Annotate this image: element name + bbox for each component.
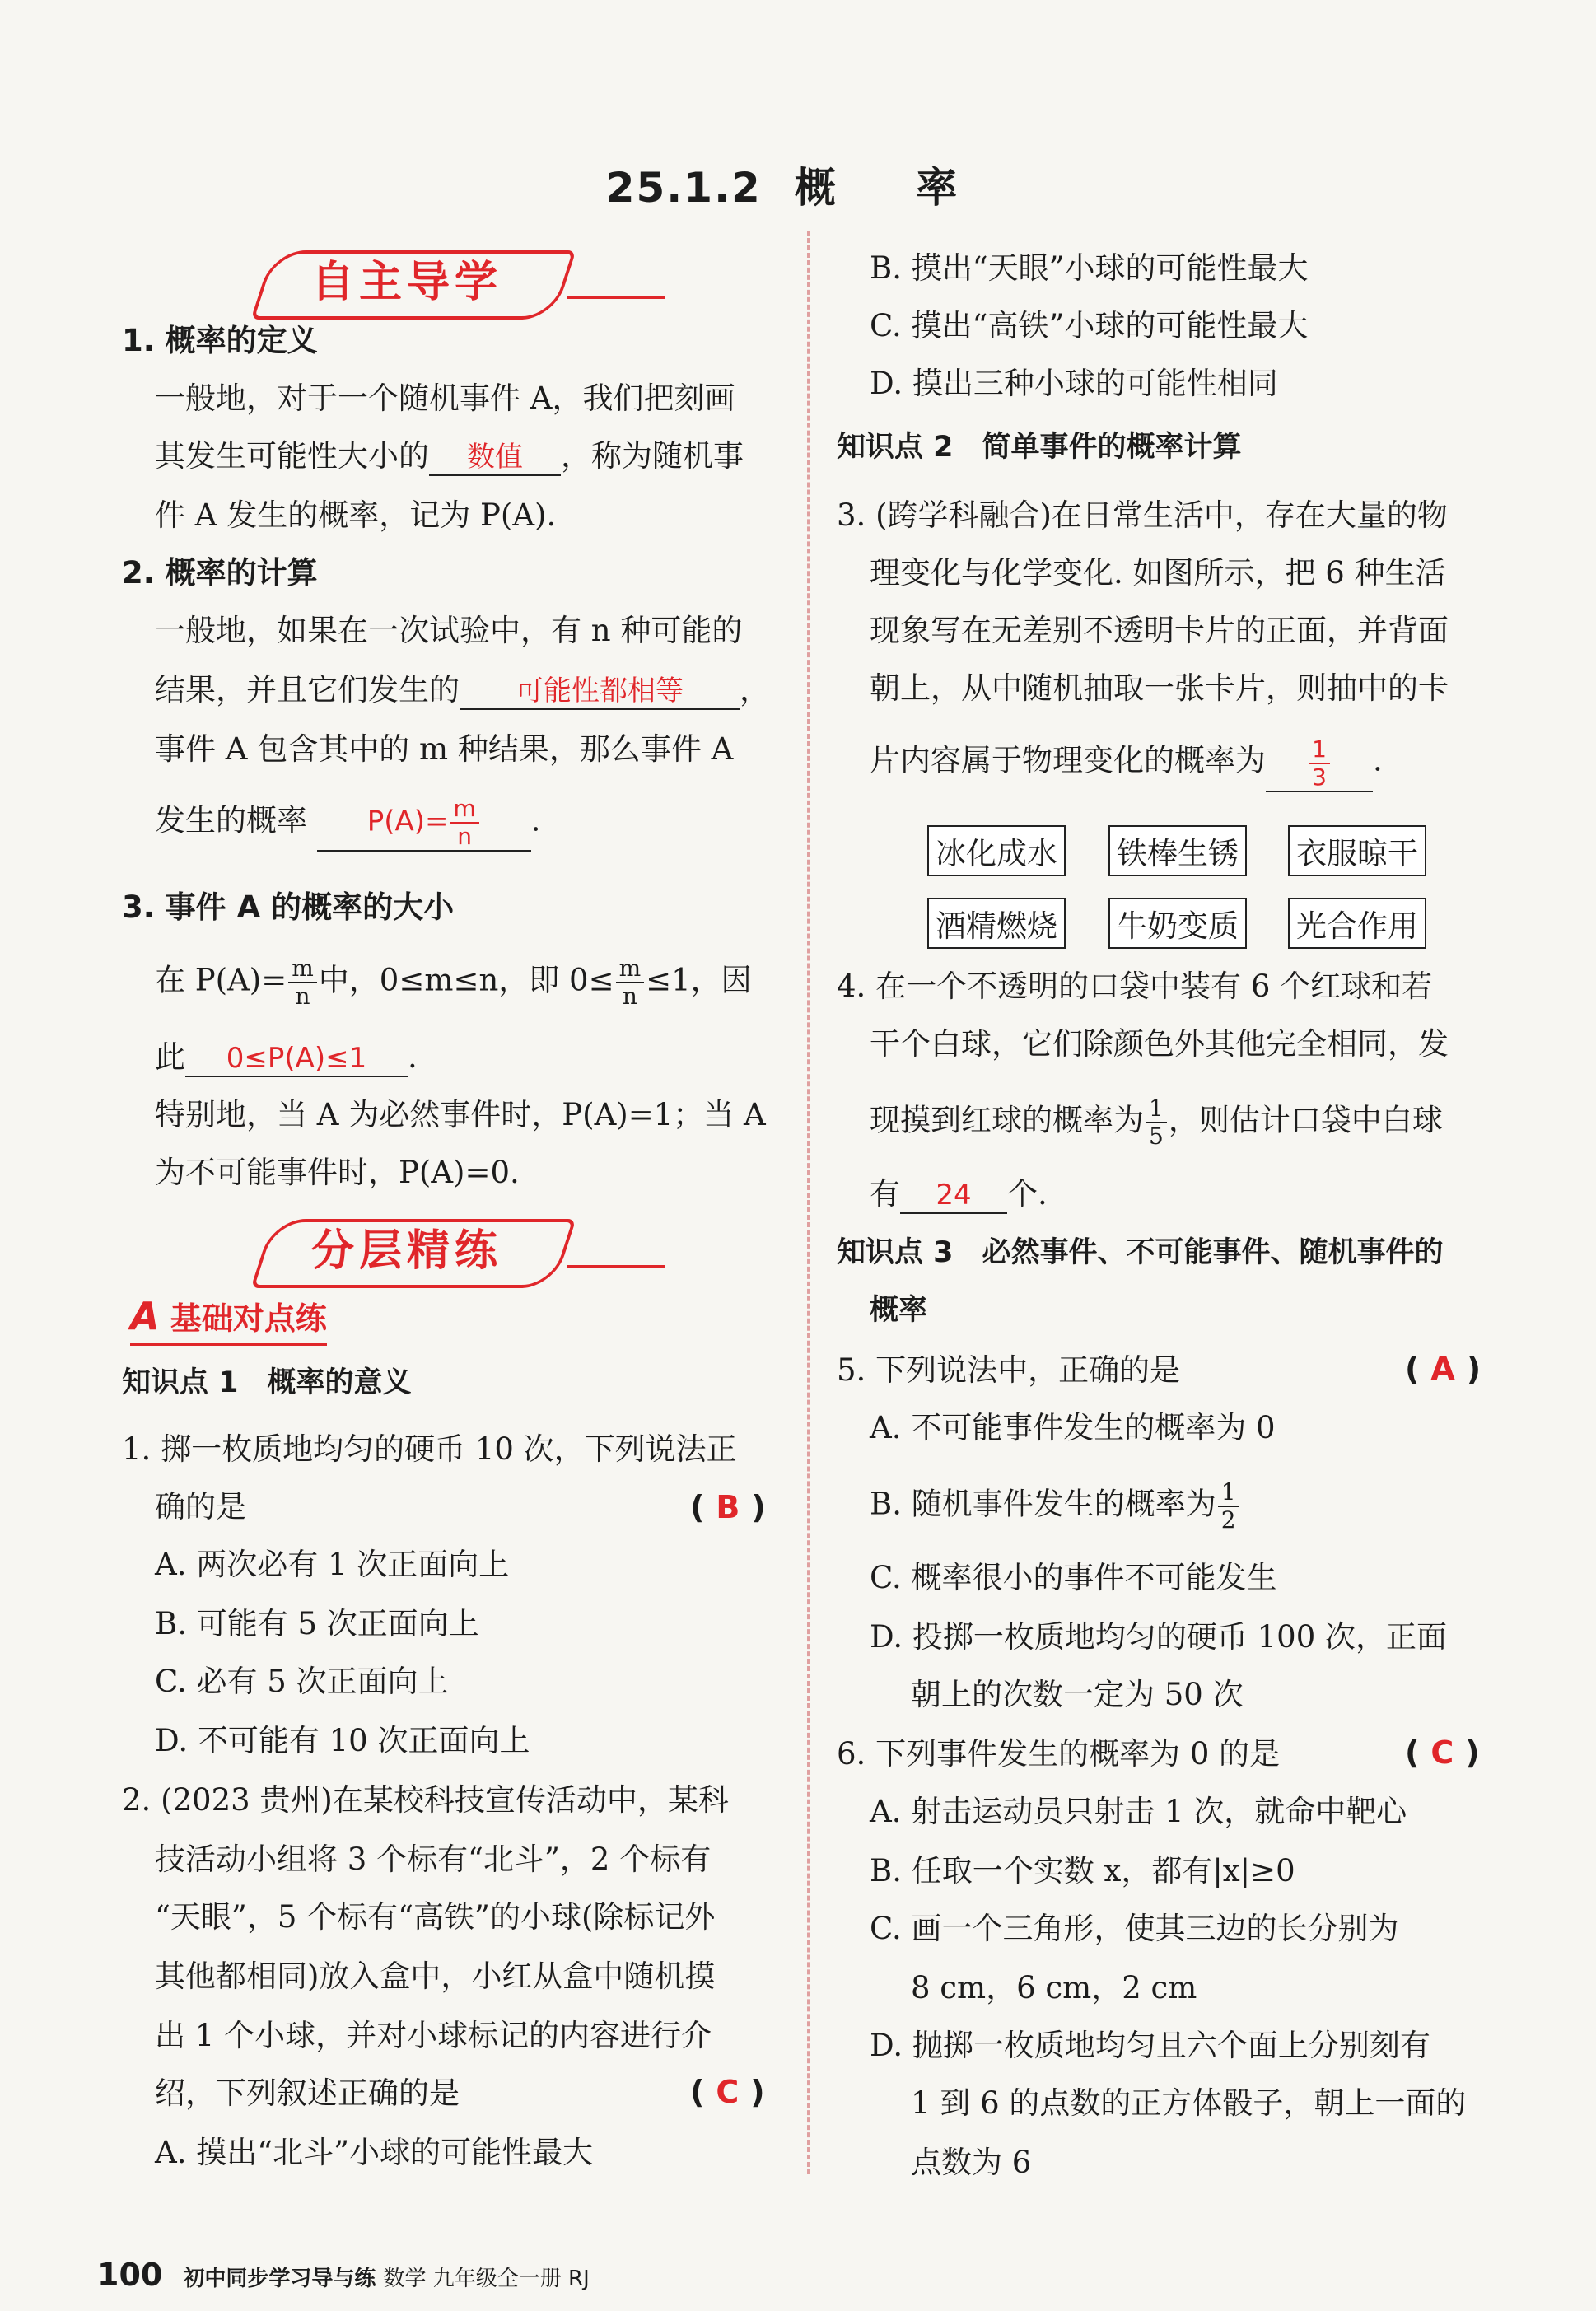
guide-p3c: 特别地，当 A 为必然事件时，P(A)=1；当 A xyxy=(155,1097,766,1132)
a-badge-icon: A xyxy=(130,1294,160,1338)
q2-text-b: 技活动小组将 3 个标有“北斗”，2 个标有 xyxy=(155,1842,712,1877)
section-head-practice: 分层精练 xyxy=(311,1216,502,1277)
q1-option-c: C. 必有 5 次正面向上 xyxy=(155,1664,449,1699)
guide-p1b: 其发生可能性大小的 数值 ，称为随机事 xyxy=(155,438,744,476)
q2-option-d: D. 摸出三种小球的可能性相同 xyxy=(870,366,1278,401)
q2-text-f: 绍，下列叙述正确的是 xyxy=(155,2075,460,2111)
guide-h1: 1. 概率的定义 xyxy=(122,323,318,358)
q5-option-a: A. 不可能事件发生的概率为 0 xyxy=(870,1410,1276,1445)
q4-text-a: 4. 在一个不透明的口袋中装有 6 个红球和若 xyxy=(837,969,1433,1004)
q1-option-a: A. 两次必有 1 次正面向上 xyxy=(155,1547,510,1582)
page-footer xyxy=(97,2257,590,2293)
guide-p2b: 结果，并且它们发生的 可能性都相等 ， xyxy=(155,672,770,710)
q6-option-c-a: C. 画一个三角形，使其三边的长分别为 xyxy=(870,1911,1399,1946)
q2-option-c: C. 摸出“高铁”小球的可能性最大 xyxy=(870,308,1309,343)
fraction: $\frac{1}{3}$ xyxy=(1309,736,1330,791)
guide-p3d: 为不可能事件时，P(A)=0. xyxy=(155,1155,520,1190)
q1-text-a: 1. 掷一枚质地均匀的硬币 10 次，下列说法正 xyxy=(122,1431,737,1467)
q3-text-d: 朝上，从中随机抽取一张卡片，则抽中的卡 xyxy=(870,670,1449,706)
q3-text-e: 片内容属于物理变化的概率为 $\frac{1}{3}$ . xyxy=(870,735,1383,791)
fraction: $\frac{1}{2}$ xyxy=(1218,1479,1239,1534)
fill-blank: P(A)= $\frac{m}{n}$ xyxy=(317,796,531,852)
card-dry: 衣服晾干 xyxy=(1288,825,1426,876)
fill-blank xyxy=(1266,736,1373,792)
k3-head-2: 概率 xyxy=(870,1294,928,1327)
fill-blank: 数值 xyxy=(429,441,561,476)
book-title: 初中同步学习导与练 xyxy=(183,2267,376,2291)
q5-answer: ( A ) xyxy=(1405,1351,1482,1387)
q6-answer: ( C ) xyxy=(1405,1734,1480,1771)
guide-p1a: 一般地，对于一个随机事件 A，我们把刻画 xyxy=(155,380,735,416)
fill-blank: 0≤P(A)≤1 xyxy=(185,1042,408,1077)
q1-option-d: D. 不可能有 10 次正面向上 xyxy=(155,1723,530,1758)
column-divider xyxy=(807,231,810,2174)
k2-head: 知识点 2 简单事件的概率计算 xyxy=(837,431,1242,464)
q1-option-b: B. 可能有 5 次正面向上 xyxy=(155,1606,479,1641)
section-name: 概 率 xyxy=(794,164,991,212)
guide-p1c: 件 A 发生的概率，记为 P(A). xyxy=(155,497,557,533)
q4-text-c: 现摸到红球的概率为 $\frac{1}{5}$ ，则估计口袋中白球 xyxy=(870,1095,1443,1150)
q5-option-d-b: 朝上的次数一定为 50 次 xyxy=(911,1677,1244,1712)
q6-option-d-c: 点数为 6 xyxy=(911,2145,1032,2180)
card-ice: 冰化成水 xyxy=(927,825,1066,876)
k3-head: 知识点 3 必然事件、不可能事件、随机事件的 xyxy=(837,1236,1444,1269)
guide-p2c: 事件 A 包含其中的 m 种结果，那么事件 A xyxy=(155,731,734,767)
fraction: $\frac{1}{5}$ xyxy=(1146,1095,1167,1150)
fraction: $\frac{m}{n}$ xyxy=(450,796,479,850)
book-subject: 数学 九年级全一册 RJ xyxy=(383,2267,590,2291)
q6-text: 6. 下列事件发生的概率为 0 的是 xyxy=(837,1736,1281,1772)
card-milk: 牛奶变质 xyxy=(1108,898,1247,949)
section-tail xyxy=(567,1265,665,1268)
q5-option-c: C. 概率很小的事件不可能发生 xyxy=(870,1560,1277,1595)
q6-option-a: A. 射击运动员只射击 1 次，就命中靶心 xyxy=(870,1794,1407,1829)
q2-text-a: 2. (2023 贵州)在某校科技宣传活动中，某科 xyxy=(122,1782,729,1818)
q5-option-b: B. 随机事件发生的概率为 $\frac{1}{2}$ xyxy=(870,1479,1241,1534)
section-head-guide: 自主导学 xyxy=(311,247,502,309)
q2-text-d: 其他都相同)放入盒中，小红从盒中随机摸 xyxy=(155,1959,716,1994)
guide-p2a: 一般地，如果在一次试验中，有 n 种可能的 xyxy=(155,613,743,648)
fill-blank: 24 xyxy=(900,1179,1007,1214)
q6-option-d-a: D. 抛掷一枚质地均匀且六个面上分别刻有 xyxy=(870,2028,1430,2063)
fill-blank: 可能性都相等 xyxy=(460,675,740,710)
guide-h2: 2. 概率的计算 xyxy=(122,555,318,591)
guide-p3a: 在 P(A)= $\frac{m}{n}$ 中，0≤m≤n，即 0≤ $\frac{m}{n}$ ≤1，因 xyxy=(155,955,752,1010)
q6-option-d-b: 1 到 6 的点数的正方体骰子，朝上一面的 xyxy=(911,2085,1467,2121)
guide-p3b: 此 0≤P(A)≤1 . xyxy=(155,1039,418,1077)
q2-text-e: 出 1 个小球，并对小球标记的内容进行介 xyxy=(155,2018,712,2053)
q5-text: 5. 下列说法中，正确的是 xyxy=(837,1352,1181,1388)
q2-text-c: “天眼”，5 个标有“高铁”的小球(除标记外 xyxy=(155,1899,716,1935)
q1-text-b: 确的是 xyxy=(155,1489,246,1524)
card-alcohol: 酒精燃烧 xyxy=(927,898,1066,949)
q2-option-b: B. 摸出“天眼”小球的可能性最大 xyxy=(870,250,1309,286)
fraction: $\frac{m}{n}$ xyxy=(616,955,645,1010)
q5-option-d-a: D. 投掷一枚质地均匀的硬币 100 次，正面 xyxy=(870,1619,1448,1655)
fraction: $\frac{m}{n}$ xyxy=(288,955,317,1010)
k1-head: 知识点 1 概率的意义 xyxy=(122,1366,412,1399)
page-number: 100 xyxy=(97,2257,163,2293)
q2-answer: ( C ) xyxy=(690,2074,765,2110)
q3-text-a: 3. (跨学科融合)在日常生活中，存在大量的物 xyxy=(837,497,1448,533)
q4-text-b: 干个白球，它们除颜色外其他完全相同，发 xyxy=(870,1026,1449,1062)
section-number: 25.1.2 xyxy=(605,164,762,212)
sub-head-basic: A 基础对点练 xyxy=(130,1293,327,1346)
q1-answer: ( B ) xyxy=(690,1489,766,1525)
q3-text-c: 现象写在无差别不透明卡片的正面，并背面 xyxy=(870,613,1449,648)
section-tail xyxy=(567,296,665,299)
guide-p2d: 发生的概率 P(A)= $\frac{m}{n}$ . xyxy=(155,795,541,850)
q2-option-a: A. 摸出“北斗”小球的可能性最大 xyxy=(155,2135,594,2170)
card-rust: 铁棒生锈 xyxy=(1108,825,1247,876)
q6-option-b: B. 任取一个实数 x，都有|x|≥0 xyxy=(870,1853,1295,1888)
guide-h3: 3. 事件 A 的概率的大小 xyxy=(122,889,455,925)
page-title xyxy=(0,155,1596,214)
card-photosynthesis: 光合作用 xyxy=(1288,898,1426,949)
q6-option-c-b: 8 cm，6 cm，2 cm xyxy=(911,1970,1197,2005)
q4-text-d: 有 24 个. xyxy=(870,1176,1048,1214)
q3-text-b: 理变化与化学变化. 如图所示，把 6 种生活 xyxy=(870,555,1446,591)
